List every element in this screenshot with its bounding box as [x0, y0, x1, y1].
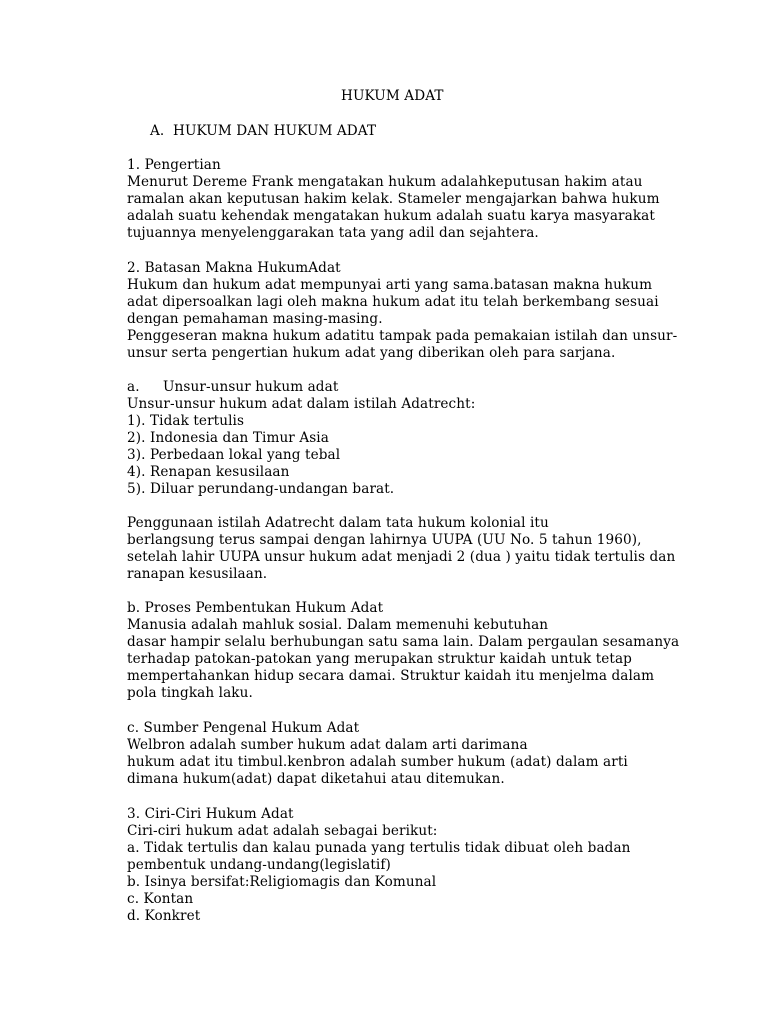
paragraph-line: Penggeseran makna hukum adatitu tampak pada pemakaian istilah dan unsur-	[127, 328, 678, 344]
list-item: 5). Diluar perundang-undangan barat.	[127, 481, 395, 497]
section-heading-a	[150, 123, 376, 140]
paragraph-line: ramalan akan keputusan hakim kelak. Stameler mengajarkan bahwa hukum	[127, 191, 660, 207]
paragraph-line: setelah lahir UUPA unsur hukum adat menjadi 2 (dua ) yaitu tidak tertulis dan	[127, 549, 676, 565]
paragraph-line: terhadap patokan-patokan yang merupakan struktur kaidah untuk tetap	[127, 651, 632, 667]
list-item: c. Kontan	[127, 891, 194, 907]
subsection-heading-a	[127, 379, 338, 396]
subsection-label: a.	[127, 379, 140, 395]
paragraph-line: dasar hampir selalu berhubungan satu sama lain. Dalam pergaulan sesamanya	[127, 634, 680, 650]
paragraph-line: Manusia adalah mahluk sosial. Dalam memenuhi kebutuhan	[127, 617, 549, 633]
paragraph-line: adalah suatu kehendak mengatakan hukum adalah suatu karya masyarakat	[127, 208, 655, 224]
list-item: d. Konkret	[127, 908, 201, 924]
list-item: b. Isinya bersifat:Religiomagis dan Komunal	[127, 874, 437, 890]
paragraph-line: Ciri-ciri hukum adat adalah sebagai berikut:	[127, 823, 438, 839]
list-item: 4). Renapan kesusilaan	[127, 464, 290, 480]
paragraph-line: Welbron adalah sumber hukum adat dalam arti darimana	[127, 737, 528, 753]
subsection-heading-2: 2. Batasan Makna HukumAdat	[127, 260, 341, 276]
list-item: 2). Indonesia dan Timur Asia	[127, 430, 329, 446]
paragraph-line: berlangsung terus sampai dengan lahirnya UUPA (UU No. 5 tahun 1960),	[127, 532, 642, 548]
paragraph-line: Penggunaan istilah Adatrecht dalam tata hukum kolonial itu	[127, 515, 549, 531]
paragraph-line: pembentuk undang-undang(legislatif)	[127, 857, 391, 873]
paragraph-line: dengan pemahaman masing-masing.	[127, 311, 383, 327]
paragraph-line: ranapan kesusilaan.	[127, 566, 268, 582]
subsection-heading-c: c. Sumber Pengenal Hukum Adat	[127, 720, 360, 736]
paragraph-line: mempertahankan hidup secara damai. Struktur kaidah itu menjelma dalam	[127, 668, 655, 684]
subsection-heading-b: b. Proses Pembentukan Hukum Adat	[127, 600, 384, 616]
list-item: 3). Perbedaan lokal yang tebal	[127, 447, 341, 463]
list-item: 1). Tidak tertulis	[127, 413, 245, 429]
paragraph-line: Menurut Dereme Frank mengatakan hukum adalahkeputusan hakim atau	[127, 174, 643, 190]
paragraph-line: unsur serta pengertian hukum adat yang diberikan oleh para sarjana.	[127, 345, 616, 361]
paragraph-line: adat dipersoalkan lagi oleh makna hukum adat itu telah berkembang sesuai	[127, 294, 659, 310]
subsection-heading-3: 3. Ciri-Ciri Hukum Adat	[127, 806, 294, 822]
section-title: HUKUM DAN HUKUM ADAT	[173, 123, 377, 139]
paragraph-line: dimana hukum(adat) dapat diketahui atau ditemukan.	[127, 771, 505, 787]
subsection-title: Unsur-unsur hukum adat	[163, 379, 339, 395]
subsection-heading-1: 1. Pengertian	[127, 157, 221, 173]
paragraph-line: pola tingkah laku.	[127, 685, 253, 701]
page-title: HUKUM ADAT	[341, 88, 444, 104]
paragraph-line: Unsur-unsur hukum adat dalam istilah Adatrecht:	[127, 396, 476, 412]
paragraph-line: tujuannya menyelenggarakan tata yang adil dan sejahtera.	[127, 225, 539, 241]
section-label: A.	[150, 123, 165, 139]
paragraph-line: hukum adat itu timbul.kenbron adalah sumber hukum (adat) dalam arti	[127, 754, 628, 770]
paragraph-line: Hukum dan hukum adat mempunyai arti yang sama.batasan makna hukum	[127, 277, 653, 293]
list-item: a. Tidak tertulis dan kalau punada yang tertulis tidak dibuat oleh badan	[127, 840, 631, 856]
